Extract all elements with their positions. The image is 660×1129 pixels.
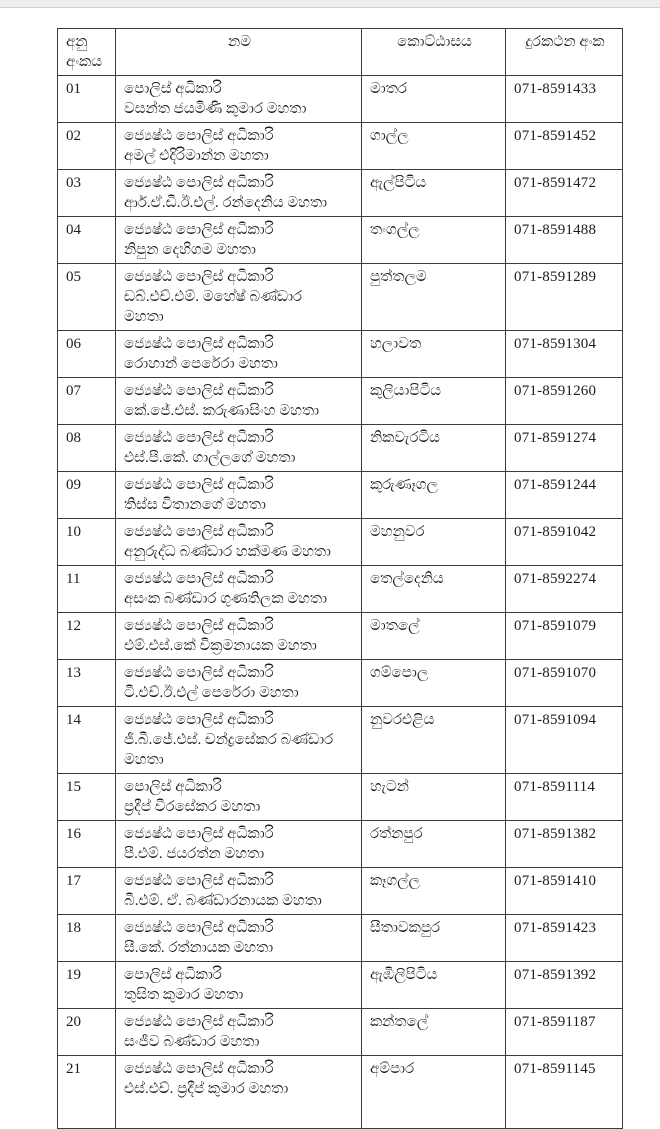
name-line: අසංක බණ්ඩාර ගුණතිලක මහතා	[124, 591, 328, 607]
division-cell: රත්නපුර	[362, 821, 506, 868]
division-cell: ඇල්පිටිය	[362, 170, 506, 217]
phone-cell: 071-8592274	[506, 566, 623, 613]
name-line: ඩබ්.එච්.එම්. මහේෂ් බණ්ඩාර	[124, 289, 303, 305]
name-line: අමල් එදිරිමාන්න මහතා	[124, 148, 269, 164]
serial-cell: 18	[58, 915, 116, 962]
phone-cell: 071-8591382	[506, 821, 623, 868]
division-cell: තංගල්ල	[362, 217, 506, 264]
name-cell	[116, 170, 362, 217]
header-serial-line1: අනු	[66, 34, 88, 50]
phone-cell: 071-8591304	[506, 331, 623, 378]
header-division: කොට්ඨාසය	[362, 29, 506, 76]
name-line: කේ.ජේ.එස්. කරුණාසිංහ මහතා	[124, 403, 320, 419]
phone-cell: 071-8591070	[506, 660, 623, 707]
phone-cell: 071-8591392	[506, 962, 623, 1009]
name-cell	[116, 821, 362, 868]
serial-cell: 09	[58, 472, 116, 519]
table-row	[58, 472, 623, 519]
name-line: ජ්‍යෙෂ්ඨ පොලිස් අධිකාරි	[124, 383, 274, 399]
phone-cell: 071-8591274	[506, 425, 623, 472]
name-line: ජ්‍යෙෂ්ඨ පොලිස් අධිකාරි	[124, 665, 274, 681]
division-cell: ගාල්ල	[362, 123, 506, 170]
header-serial-number	[58, 29, 116, 76]
table-row	[58, 707, 623, 774]
name-line: ජ්‍යෙෂ්ඨ පොලිස් අධිකාරි	[124, 128, 274, 144]
division-cell: කන්තලේ	[362, 1009, 506, 1056]
division-cell: පුත්තලම	[362, 264, 506, 331]
serial-cell: 03	[58, 170, 116, 217]
table-row	[58, 1056, 623, 1129]
header-name: නම	[116, 29, 362, 76]
table-row	[58, 123, 623, 170]
table-row	[58, 331, 623, 378]
name-line: වසන්ත ජයමිණි කුමාර මහතා	[124, 101, 307, 117]
serial-cell: 02	[58, 123, 116, 170]
phone-cell: 071-8591423	[506, 915, 623, 962]
name-line: ජ්‍යෙෂ්ඨ පොලිස් අධිකාරි	[124, 336, 274, 352]
serial-cell: 21	[58, 1056, 116, 1129]
serial-cell: 15	[58, 774, 116, 821]
name-cell	[116, 566, 362, 613]
name-cell	[116, 123, 362, 170]
name-line: ජ්‍යෙෂ්ඨ පොලිස් අධිකාරි	[124, 477, 274, 493]
table-row	[58, 774, 623, 821]
name-cell	[116, 868, 362, 915]
division-cell: ඇඹිලිපිටිය	[362, 962, 506, 1009]
table-row	[58, 821, 623, 868]
name-line: අනුරුද්ධ බණ්ඩාර හක්මණ මහතා	[124, 544, 331, 560]
serial-cell: 12	[58, 613, 116, 660]
table-row	[58, 566, 623, 613]
name-line: තුසිත කුමාර මහතා	[124, 987, 244, 1003]
table-row	[58, 868, 623, 915]
phone-cell: 071-8591145	[506, 1056, 623, 1129]
name-line: එස්.පී.කේ. ගාල්ලගේ මහතා	[124, 450, 296, 466]
name-cell	[116, 1009, 362, 1056]
name-line: ජ්‍යෙෂ්ඨ පොලිස් අධිකාරි	[124, 175, 274, 191]
division-cell: මාතලේ	[362, 613, 506, 660]
name-line: ජ්‍යෙෂ්ඨ පොලිස් අධිකාරි	[124, 712, 274, 728]
name-line: ජ්‍යෙෂ්ඨ පොලිස් අධිකාරි	[124, 826, 274, 842]
name-line: බී.එම්. ඒ. බණ්ඩාරනායක මහතා	[124, 893, 322, 909]
name-line: ටී.එච්.ඊ.එල් පෙරේරා මහතා	[124, 685, 299, 701]
contact-table	[57, 28, 623, 1129]
name-line: ජ්‍යෙෂ්ඨ පොලිස් අධිකාරි	[124, 920, 274, 936]
name-line: එස්.එච්. ප්‍රදීප් කුමාර මහතා	[124, 1081, 289, 1097]
phone-cell: 071-8591452	[506, 123, 623, 170]
table-row	[58, 915, 623, 962]
phone-cell: 071-8591079	[506, 613, 623, 660]
table-row	[58, 217, 623, 264]
serial-cell: 19	[58, 962, 116, 1009]
name-cell	[116, 378, 362, 425]
serial-cell: 13	[58, 660, 116, 707]
name-cell	[116, 707, 362, 774]
division-cell: හලාවත	[362, 331, 506, 378]
name-line: ජ්‍යෙෂ්ඨ පොලිස් අධිකාරි	[124, 571, 274, 587]
serial-cell: 16	[58, 821, 116, 868]
name-line: ජී.බී.ජේ.එස්. චන්ද්‍රසේකර බණ්ඩාර	[124, 732, 334, 748]
division-cell: කුරුණෑගල	[362, 472, 506, 519]
name-line: ජ්‍යෙෂ්ඨ පොලිස් අධිකාරි	[124, 430, 274, 446]
table-row	[58, 378, 623, 425]
name-cell	[116, 76, 362, 123]
division-cell: නුවරඑළිය	[362, 707, 506, 774]
name-line: ජ්‍යෙෂ්ඨ පොලිස් අධිකාරි	[124, 269, 274, 285]
name-line: පොලිස් අධිකාරි	[124, 81, 222, 97]
viewer-top-edge	[0, 0, 660, 8]
table-row	[58, 425, 623, 472]
division-cell: සීතාවකපුර	[362, 915, 506, 962]
table-row	[58, 660, 623, 707]
name-line: මහතා	[124, 752, 164, 768]
name-cell	[116, 217, 362, 264]
phone-cell: 071-8591260	[506, 378, 623, 425]
division-cell: කෑගල්ල	[362, 868, 506, 915]
name-line: පොලිස් අධිකාරි	[124, 779, 222, 795]
table-row	[58, 170, 623, 217]
header-phone-number: දුරකථන අංක	[506, 29, 623, 76]
serial-cell: 17	[58, 868, 116, 915]
division-cell: හැටන්	[362, 774, 506, 821]
division-cell: තෙල්දෙනිය	[362, 566, 506, 613]
name-line: පී.එම්. ජයරත්න මහතා	[124, 846, 265, 862]
name-line: ආර්.ඒ.ඩී.ඊ.එල්. රන්දෙනිය මහතා	[124, 195, 328, 211]
serial-cell: 08	[58, 425, 116, 472]
division-cell: මාතර	[362, 76, 506, 123]
division-cell: නිකවැරටිය	[362, 425, 506, 472]
phone-cell: 071-8591187	[506, 1009, 623, 1056]
name-cell	[116, 613, 362, 660]
name-line: ජ්‍යෙෂ්ඨ පොලිස් අධිකාරි	[124, 1014, 274, 1030]
phone-cell: 071-8591433	[506, 76, 623, 123]
name-line: ජ්‍යෙෂ්ඨ පොලිස් අධිකාරි	[124, 618, 274, 634]
serial-cell: 04	[58, 217, 116, 264]
name-line: නිපුන දෙහිගම මහතා	[124, 242, 256, 258]
name-line: සංජීව බණ්ඩාර මහතා	[124, 1034, 260, 1050]
name-line: රොහාන් පෙරේරා මහතා	[124, 356, 278, 372]
phone-cell: 071-8591488	[506, 217, 623, 264]
name-line: ජ්‍යෙෂ්ඨ පොලිස් අධිකාරි	[124, 873, 274, 889]
division-cell: ගම්පොල	[362, 660, 506, 707]
name-cell	[116, 962, 362, 1009]
serial-cell: 20	[58, 1009, 116, 1056]
name-cell	[116, 331, 362, 378]
serial-cell: 01	[58, 76, 116, 123]
phone-cell: 071-8591042	[506, 519, 623, 566]
phone-cell: 071-8591094	[506, 707, 623, 774]
serial-cell: 05	[58, 264, 116, 331]
serial-cell: 14	[58, 707, 116, 774]
phone-cell: 071-8591410	[506, 868, 623, 915]
name-cell	[116, 1056, 362, 1129]
serial-cell: 10	[58, 519, 116, 566]
name-cell	[116, 915, 362, 962]
division-cell: කුලියාපිටිය	[362, 378, 506, 425]
name-cell	[116, 264, 362, 331]
name-cell	[116, 519, 362, 566]
serial-cell: 06	[58, 331, 116, 378]
table-row	[58, 1009, 623, 1056]
table-row	[58, 519, 623, 566]
table-row	[58, 962, 623, 1009]
name-line: ජ්‍යෙෂ්ඨ පොලිස් අධිකාරි	[124, 222, 274, 238]
table-header	[58, 29, 623, 76]
header-row	[58, 29, 623, 76]
division-cell: මහනුවර	[362, 519, 506, 566]
name-line: ප්‍රදීප් වීරසේකර මහතා	[124, 799, 261, 815]
table-row	[58, 76, 623, 123]
name-cell	[116, 472, 362, 519]
name-line: සී.කේ. රත්නායක මහතා	[124, 940, 274, 956]
name-cell	[116, 774, 362, 821]
name-line: ජ්‍යෙෂ්ඨ පොලිස් අධිකාරි	[124, 524, 274, 540]
header-serial-line2: අංකය	[66, 54, 103, 70]
serial-cell: 07	[58, 378, 116, 425]
phone-cell: 071-8591472	[506, 170, 623, 217]
name-line: එම්.එස්.කේ වික්‍රමනායක මහතා	[124, 638, 317, 654]
name-cell	[116, 425, 362, 472]
phone-cell: 071-8591114	[506, 774, 623, 821]
phone-cell: 071-8591244	[506, 472, 623, 519]
name-line: පොලිස් අධිකාරි	[124, 967, 222, 983]
serial-cell: 11	[58, 566, 116, 613]
name-line: තිස්ස විතානගේ මහතා	[124, 497, 266, 513]
phone-cell: 071-8591289	[506, 264, 623, 331]
division-cell: අම්පාර	[362, 1056, 506, 1129]
table-body	[58, 76, 623, 1129]
name-line: මහතා	[124, 309, 164, 325]
table-row	[58, 264, 623, 331]
table-row	[58, 613, 623, 660]
name-cell	[116, 660, 362, 707]
name-line: ජ්‍යෙෂ්ඨ පොලිස් අධිකාරි	[124, 1061, 274, 1077]
